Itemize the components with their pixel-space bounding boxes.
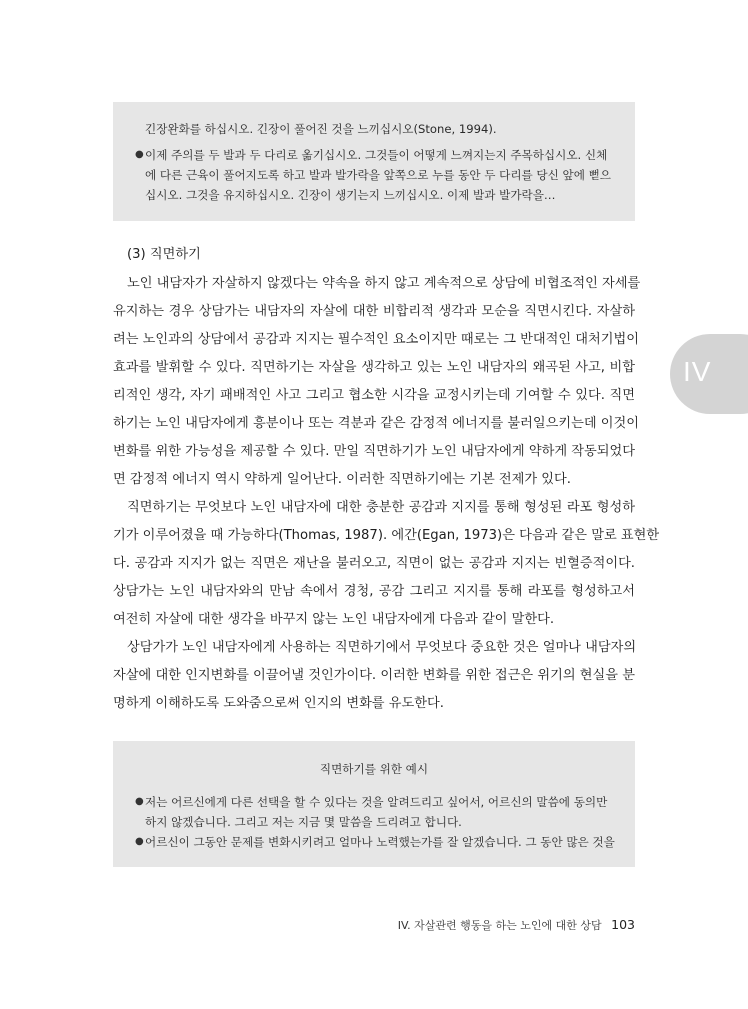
box-line: 긴장완화를 하십시오. 긴장이 풀어진 것을 느끼십시오(Stone, 1994).: [145, 122, 497, 136]
paragraph-line: 명하게 이해하도록 도와줌으로써 인지의 변화를 유도한다.: [113, 696, 444, 711]
paragraph-line: 면 감정적 에너지 역시 약하게 일어난다. 이러한 직면하기에는 기본 전제가 있다.: [113, 472, 571, 487]
paragraph-line: 노인 내담자가 자살하지 않겠다는 약속을 하지 않고 계속적으로 상담에 비협조적인 자세를: [127, 276, 641, 291]
paragraph-line: 유지하는 경우 상담가는 내담자의 자살에 대한 비합리적 생각과 모순을 직면시킨다. 자살하: [113, 304, 635, 319]
confrontation-example-box: [113, 741, 635, 867]
bullet-icon: ●: [135, 149, 144, 160]
paragraph-line: 상담가는 노인 내담자와의 만남 속에서 경청, 공감 그리고 지지를 통해 라포를 형성하고서: [113, 584, 635, 599]
box-line: 십시오. 그것을 유지하십시오. 긴장이 생기는지 느끼십시오. 이제 발과 발가락을…: [145, 188, 556, 202]
box-line: 저는 어르신에게 다른 선택을 할 수 있다는 것을 알려드리고 싶어서, 어르신의 말씀에 동의만: [145, 795, 608, 809]
section-heading: (3) 직면하기: [127, 247, 201, 262]
box-line: 어르신이 그동안 문제를 변화시키려고 얼마나 노력했는가를 잘 알겠습니다. 그 동안 많은 것을: [145, 835, 615, 849]
page-number: 103: [611, 917, 635, 932]
relaxation-example-box: [113, 102, 635, 221]
page-footer: [398, 917, 635, 933]
paragraph-line: 기가 이루어졌을 때 가능하다(Thomas, 1987). 에간(Egan, 1973)은 다음과 같은 말로 표현한: [113, 528, 660, 543]
paragraph-line: 효과를 발휘할 수 있다. 직면하기는 자살을 생각하고 있는 노인 내담자의 왜곡된 사고, 비합: [113, 360, 635, 375]
chapter-tab-label: IV: [683, 356, 712, 387]
paragraph-line: 상담가가 노인 내담자에게 사용하는 직면하기에서 무엇보다 중요한 것은 얼마나 내담자의: [127, 640, 637, 655]
box-line: 이제 주의를 두 발과 두 다리로 옮기십시오. 그것들이 어떻게 느껴지는지 주목하십시오. 신체: [145, 148, 608, 162]
paragraph-line: 여전히 자살에 대한 생각을 바꾸지 않는 노인 내담자에게 다음과 같이 말한다.: [113, 612, 555, 627]
paragraph-line: 직면하기는 무엇보다 노인 내담자에 대한 충분한 공감과 지지를 통해 형성된 라포 형성하: [127, 500, 635, 515]
bullet-icon: ●: [135, 796, 144, 807]
paragraph-line: 하기는 노인 내담자에게 흥분이나 또는 격분과 같은 감정적 에너지를 불러일으키는데 이것이: [113, 416, 640, 431]
box-line: 에 다른 근육이 풀어지도록 하고 발과 발가락을 앞쪽으로 누를 동안 두 다리를 당신 앞에 뻗으: [145, 168, 611, 182]
box-line: 하지 않겠습니다. 그리고 저는 지금 몇 말씀을 드리려고 합니다.: [145, 815, 462, 829]
paragraph-line: 리적인 생각, 자기 패배적인 사고 그리고 협소한 시각을 교정시키는데 기여할 수 있다. 직면: [113, 388, 635, 403]
paragraph-line: 변화를 위한 가능성을 제공할 수 있다. 만일 직면하기가 노인 내담자에게 약하게 작동되었다: [113, 444, 635, 459]
paragraph-line: 다. 공감과 지지가 없는 직면은 재난을 불러오고, 직면이 없는 공감과 지지는 빈혈증적이다.: [113, 556, 635, 571]
box-title: 직면하기를 위한 예시: [319, 762, 429, 776]
paragraph-line: 려는 노인과의 상담에서 공감과 지지는 필수적인 요소이지만 때로는 그 반대적인 대처기법이: [113, 332, 640, 347]
running-title: IV. 자살관련 행동을 하는 노인에 대한 상담: [397, 919, 602, 932]
paragraph-line: 자살에 대한 인지변화를 이끌어낼 것인가이다. 이러한 변화를 위한 접근은 위기의 현실을 분: [113, 668, 635, 683]
bullet-icon: ●: [135, 836, 144, 847]
